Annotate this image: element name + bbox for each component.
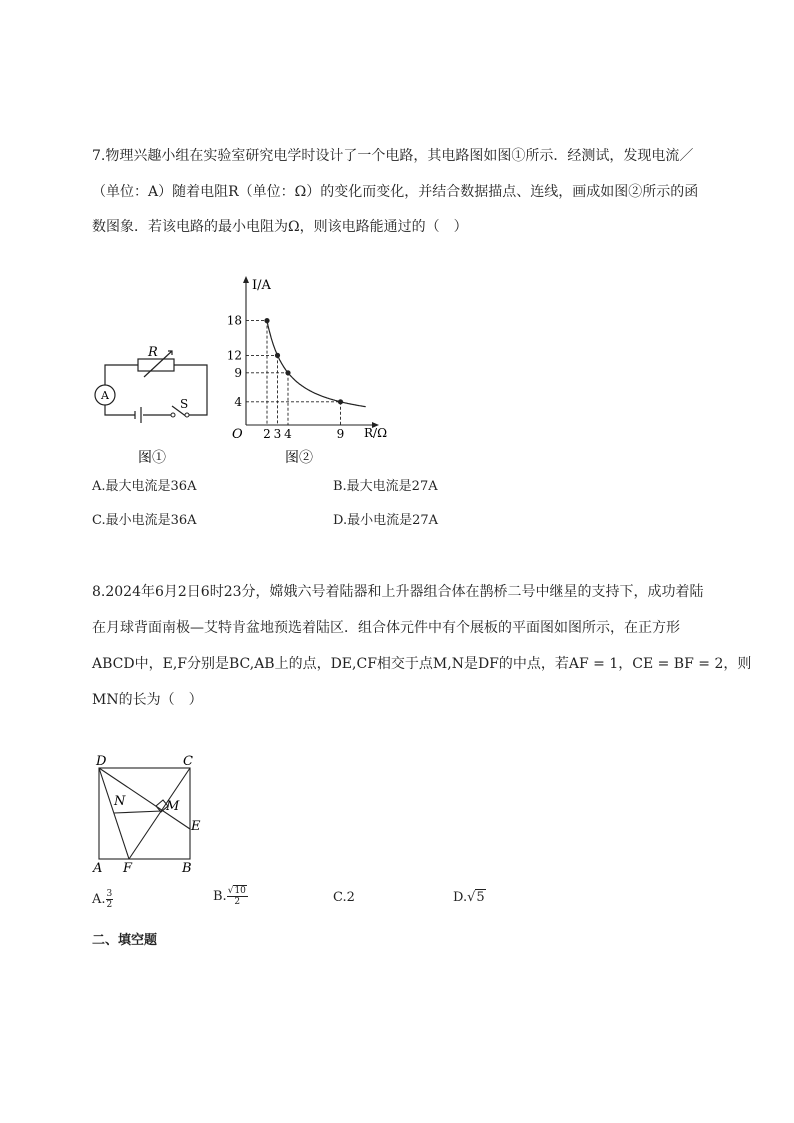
q8-option-b-prefix: B.	[213, 889, 227, 904]
q7-text-line-3: 数图象．若该电路的最小电阻为Ω，则该电路能通过的（ ）	[92, 219, 468, 235]
sqrt-radicand: 5	[476, 890, 485, 905]
resistor-symbol	[138, 359, 174, 371]
y-tick-label: 12	[226, 348, 242, 363]
y-tick-label: 18	[226, 313, 242, 328]
q7-option-b[interactable]: B.最大电流是27A	[333, 479, 438, 494]
sqrt-radicand: 10	[234, 886, 246, 896]
q7-option-d[interactable]: D.最小电流是27A	[333, 513, 439, 528]
q7-text-line-2: （单位：A）随着电阻R（单位：Ω）的变化而变化，并结合数据描点、连线，画成如图②所示的函	[92, 184, 699, 200]
q8-option-d[interactable]: D.√5	[453, 890, 485, 905]
label-c: C	[183, 754, 193, 769]
label-n: N	[114, 794, 126, 809]
switch-label: S	[180, 397, 189, 411]
fraction-numerator: 3	[106, 889, 113, 899]
label-f: F	[123, 861, 133, 875]
label-b: B	[182, 861, 192, 875]
inverse-curve	[267, 321, 366, 407]
q8-option-a[interactable]	[92, 889, 113, 910]
fraction-numerator: √10	[227, 886, 246, 896]
figure-2-caption: 图②	[285, 450, 313, 466]
circuit-diagram	[88, 335, 218, 470]
data-point	[338, 399, 343, 404]
data-point	[275, 353, 280, 358]
q7-text-line-1: 7.物理兴趣小组在实验室研究电学时设计了一个电路，其电路图如图①所示．经测试，发现电流／	[92, 148, 694, 164]
q7-option-a[interactable]: A.最大电流是36A	[92, 479, 197, 494]
segment-cf	[129, 768, 190, 859]
q8-text-line-3: ABCD中，E,F分别是BC,AB上的点，DE,CF相交于点M,N是DF的中点，若AF = 1，CE = BF = 2，则	[92, 656, 752, 672]
q8-option-a-prefix: A.	[92, 892, 106, 907]
x-tick-label: 3	[273, 427, 282, 441]
fraction-denominator: 2	[106, 900, 113, 910]
q8-option-d-prefix: D.	[453, 890, 468, 905]
y-axis-arrow	[243, 276, 249, 283]
figure-1-caption: 图①	[138, 450, 166, 466]
square-geometry-figure	[88, 750, 213, 875]
label-m: M	[166, 799, 180, 814]
data-point	[285, 370, 290, 375]
ammeter-label: A	[101, 389, 109, 402]
y-axis-label: I/A	[252, 278, 271, 293]
q7-option-c[interactable]: C.最小电流是36A	[92, 513, 197, 528]
q8-text-line-1: 8.2024年6月2日6时23分，嫦娥六号着陆器和上升器组合体在鹊桥二号中继星的支持下，成功着陆	[92, 584, 704, 600]
segment-df	[99, 768, 129, 859]
current-resistance-chart	[222, 275, 402, 470]
fraction-sqrt10-over-2	[227, 886, 248, 907]
x-tick-label: 2	[263, 427, 271, 441]
origin-label: O	[232, 427, 243, 442]
q8-text-line-2: 在月球背面南极—艾特肯盆地预选着陆区．组合体元件中有个展板的平面图如图所示，在正方形	[92, 620, 680, 636]
section-heading-fill-in: 二、填空题	[92, 933, 158, 948]
resistor-label: R	[148, 345, 158, 360]
fraction-3-over-2	[106, 889, 114, 910]
x-axis-label: R/Ω	[364, 426, 388, 440]
label-a: A	[93, 861, 103, 875]
segment-mn	[114, 811, 162, 813]
y-tick-label: 4	[234, 394, 242, 409]
q8-text-line-4: MN的长为（ ）	[92, 692, 203, 708]
x-tick-label: 4	[284, 427, 292, 441]
y-tick-label: 9	[234, 365, 242, 380]
q8-option-b[interactable]	[213, 886, 248, 907]
data-point	[264, 318, 269, 323]
q8-option-c[interactable]: C.2	[333, 890, 355, 905]
label-d: D	[96, 754, 107, 769]
x-tick-label: 9	[336, 427, 345, 441]
fraction-denominator: 2	[234, 897, 241, 907]
label-e: E	[191, 819, 201, 834]
